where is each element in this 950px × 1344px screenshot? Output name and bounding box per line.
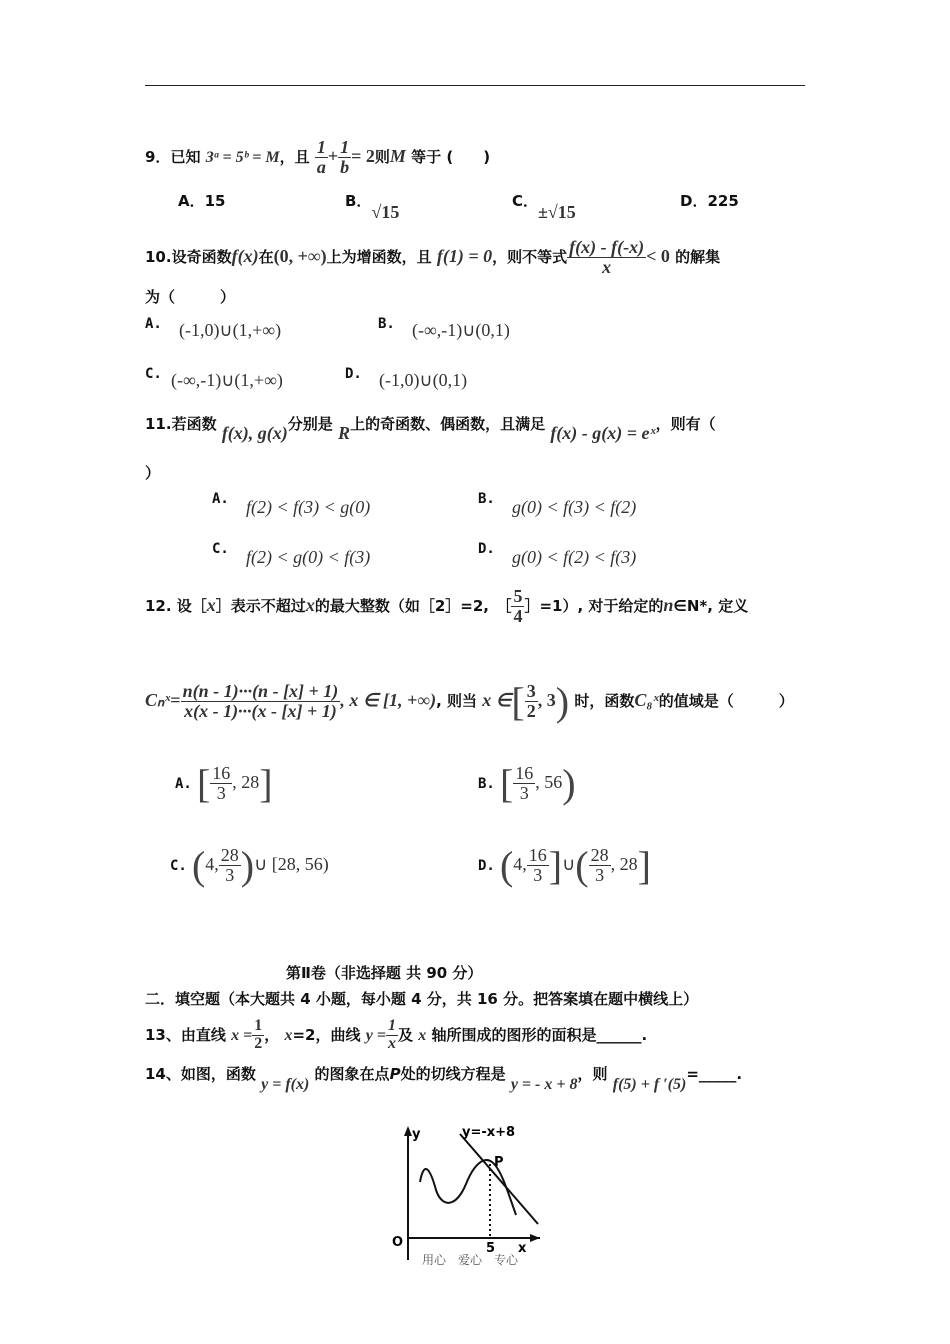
fraction-numerator: 28 <box>590 845 609 866</box>
option-value: ∪ <box>562 854 576 874</box>
q11-line-1 <box>145 413 716 443</box>
q12-option-b[interactable]: B. [ $\frac{16}{3}$ , 56) <box>478 761 576 806</box>
fraction-denominator: 2 <box>254 1034 263 1052</box>
text: , 则当 <box>436 692 477 710</box>
text: 在 <box>258 247 274 266</box>
option-label: C． <box>512 192 539 210</box>
text: ， <box>264 1025 280 1044</box>
q10-line-2 <box>145 286 235 307</box>
text: 时，函数 <box>574 692 635 710</box>
text: ，则 <box>577 1065 608 1083</box>
option-value: , 56 <box>535 772 563 792</box>
math: x <box>206 594 216 615</box>
q10-option-a[interactable] <box>145 312 282 340</box>
text: =_____. <box>686 1065 743 1083</box>
text: 处的切线方程是 <box>400 1065 506 1083</box>
fraction-denominator: b <box>340 156 350 177</box>
q11-option-b[interactable] <box>478 487 637 517</box>
q12-option-c[interactable]: C. (4, $\frac{28}{3}$ )∪ [28, 56) <box>170 843 329 888</box>
math: f(5) + f ′(5) <box>612 1076 687 1093</box>
q10-number: 10.设奇函数 <box>145 247 232 266</box>
option-label: D．225 <box>680 192 739 210</box>
q13-line <box>145 1018 647 1053</box>
math: y = f(x) <box>261 1076 310 1093</box>
text: ］=1）, 对于给定的 <box>524 596 664 615</box>
math: x ∈ <box>482 690 512 710</box>
q9-fraction-1 <box>315 138 328 177</box>
option-fraction <box>219 846 241 885</box>
option-label: A. <box>212 491 229 507</box>
fraction-numerator: f(x) - f(-x) <box>569 237 645 257</box>
q11-option-c[interactable] <box>212 537 371 567</box>
tangent-label: y=-x+8 <box>462 1125 516 1140</box>
q9-number: 9． <box>145 147 171 166</box>
option-value: g(0) < f(3) < f(2) <box>511 497 637 517</box>
text: ，则有（ <box>655 415 716 433</box>
q10-option-d[interactable] <box>345 362 468 390</box>
q14-line <box>145 1063 743 1093</box>
q14-number: 14、如图，函数 <box>145 1065 256 1083</box>
q13-fraction-2 <box>386 1018 398 1053</box>
fraction-numerator: 5 <box>513 586 523 606</box>
fraction-numerator: n(n - 1)···(n - [x] + 1) <box>182 681 339 702</box>
text: ∈N*, 定义 <box>673 596 749 615</box>
option-label: C. <box>170 858 187 874</box>
option-value: 4, <box>205 854 219 874</box>
q14-figure <box>380 1120 550 1270</box>
q12-line-1 <box>145 587 748 626</box>
q10-option-b[interactable] <box>378 312 510 340</box>
q9-option-b[interactable] <box>345 190 400 222</box>
fraction-denominator: 3 <box>216 783 226 803</box>
q10-fraction <box>567 238 646 277</box>
fraction-numerator: 16 <box>528 845 547 866</box>
plus-sign: + <box>327 145 339 166</box>
q12-option-d[interactable]: D. (4, $\frac{16}{3}$ ]∪( $\frac{28}{3}$ , 28] <box>478 843 651 888</box>
x-axis-arrow-icon <box>530 1234 540 1242</box>
fraction-numerator: 1 <box>340 137 350 157</box>
math: C₈ˣ <box>634 690 659 710</box>
q11-option-d[interactable] <box>478 537 637 567</box>
q12-fraction <box>511 587 524 626</box>
option-label: D. <box>345 366 362 382</box>
fraction-numerator: 28 <box>220 845 239 866</box>
q9-text: 则 <box>374 147 390 166</box>
option-label: D. <box>478 858 495 874</box>
option-value: (-1,0)∪(1,+∞) <box>178 320 282 340</box>
fraction-denominator: 3 <box>225 865 235 885</box>
math: x <box>418 1026 427 1044</box>
section-heading: 二．填空题（本大题共 4 小题，每小题 4 分，共 16 分。把答案填在题中横线上） <box>145 990 699 1008</box>
text: 上的奇函数、偶函数，且满足 <box>350 415 546 433</box>
option-label: B. <box>478 776 495 792</box>
option-value: (-∞,-1)∪(0,1) <box>411 320 510 340</box>
text: 的图象在点 <box>314 1065 390 1083</box>
top-rule <box>145 85 805 86</box>
math: , x ∈ [1, +∞) <box>340 690 437 710</box>
option-fraction <box>210 764 232 803</box>
option-value: (-∞,-1)∪(1,+∞) <box>170 370 283 390</box>
fraction-numerator: 1 <box>254 1017 263 1034</box>
option-value: g(0) < f(2) < f(3) <box>511 547 637 567</box>
q12-range-fraction <box>525 682 538 721</box>
fraction-denominator: 3 <box>595 865 605 885</box>
fraction-denominator: 4 <box>513 605 523 626</box>
q10-line-1 <box>145 238 720 277</box>
option-fraction <box>527 846 549 885</box>
q9-expression: 3ᵃ = 5ᵇ = M <box>205 148 280 166</box>
option-fraction <box>589 846 611 885</box>
option-label: A．15 <box>178 192 226 210</box>
option-fraction <box>513 764 535 803</box>
q9-fraction-2 <box>338 138 351 177</box>
math: , 3 <box>537 690 556 710</box>
q12-option-a[interactable]: A. [ $\frac{16}{3}$ , 28] <box>175 761 273 806</box>
q9-option-c[interactable] <box>512 190 576 222</box>
text: 的值域是（ ） <box>658 692 794 710</box>
option-value: (-1,0)∪(0,1) <box>378 370 468 390</box>
origin-label: O <box>392 1235 404 1250</box>
fraction-denominator: x(x - 1)···(x - [x] + 1) <box>184 701 337 721</box>
math: f(x) <box>231 245 259 266</box>
q12-number: 12. 设［ <box>145 596 207 615</box>
text: 的解集 <box>675 247 721 266</box>
option-label: B. <box>378 316 395 332</box>
text: ） <box>145 464 161 482</box>
q10-option-c[interactable] <box>145 362 283 390</box>
option-value: f(2) < f(3) < g(0) <box>245 497 371 517</box>
option-label: C. <box>145 366 162 382</box>
text: 及 <box>397 1025 413 1044</box>
fraction-denominator: a <box>316 156 326 177</box>
text: ］表示不超过 <box>215 596 306 615</box>
q9-equals: = 2 <box>351 145 375 166</box>
text: ，则不等式 <box>492 247 568 266</box>
y-axis-arrow-icon <box>404 1126 412 1136</box>
math: P <box>389 1065 401 1083</box>
section-title: 第Ⅱ卷（非选择题 共 90 分） <box>286 964 483 982</box>
text: 为（ ） <box>145 288 236 306</box>
watermark: 用心 爱心 专心 <box>422 1253 519 1267</box>
tangent-line <box>460 1134 538 1224</box>
option-label: B. <box>478 491 495 507</box>
q11-option-a[interactable] <box>212 487 371 517</box>
q9-option-d[interactable] <box>680 190 739 211</box>
fraction-denominator: 3 <box>519 783 529 803</box>
math: y = - x + 8 <box>510 1076 578 1093</box>
q11-number: 11.若函数 <box>145 415 217 433</box>
text: 分别是 <box>287 415 333 433</box>
math: n <box>663 594 674 615</box>
fraction-denominator: x <box>387 1034 396 1052</box>
q13-number: 13、由直线 <box>145 1025 226 1044</box>
q9-M: M <box>389 145 406 166</box>
fraction-numerator: 16 <box>515 763 534 784</box>
q9-line <box>145 138 490 177</box>
x-axis-label: x <box>518 1241 527 1256</box>
q12-line-2: Cₙˣ= $\frac{n(n - 1)\cdot\cdot\cdot(n - [x] + 1)}{x(x - 1)\cdot\cdot\cdot(x - [x] + 1)}$ , x ∈ [1, +∞), 则当 x ∈[ $\frac{3}{2}$ , 3) 时，函数C₈ˣ的值域是（ ） <box>145 679 794 724</box>
x-tick-label: 5 <box>486 1241 496 1256</box>
option-value: ±√15 <box>538 202 576 222</box>
math: f(x) - g(x) = eˣ <box>550 423 656 443</box>
text: =2，曲线 <box>292 1025 361 1044</box>
y-axis-label: y <box>412 1127 421 1142</box>
point-label: P <box>494 1155 504 1170</box>
option-value: f(2) < g(0) < f(3) <box>245 547 371 567</box>
fraction-numerator: 1 <box>387 1017 396 1034</box>
text: 的最大整数（如［2］=2, ［ <box>314 596 512 615</box>
combination-symbol: Cₙˣ <box>145 690 171 710</box>
q9-option-a[interactable] <box>178 190 225 211</box>
fraction-numerator: 3 <box>526 681 536 702</box>
math: x = <box>231 1026 253 1044</box>
q11-line-2 <box>145 462 160 483</box>
fraction-denominator: 2 <box>526 701 536 721</box>
math: x <box>284 1026 293 1044</box>
math: f(1) = 0 <box>436 245 493 266</box>
fraction-numerator: 16 <box>212 763 231 784</box>
option-value: , 28 <box>232 772 260 792</box>
math: f(x), g(x) <box>221 423 288 443</box>
text: 上为增函数，且 <box>326 247 432 266</box>
math: (0, +∞) <box>273 245 327 266</box>
option-label: A. <box>175 776 192 792</box>
option-label: A. <box>145 316 162 332</box>
q9-text: 等于 ( ) <box>411 147 491 166</box>
text: 轴所围成的图形的面积是______. <box>431 1025 648 1044</box>
q9-text: 已知 <box>170 147 201 166</box>
option-label: D. <box>478 541 495 557</box>
math: x <box>305 594 315 615</box>
option-value: ∪ [28, 56) <box>254 854 329 874</box>
fraction-numerator: 1 <box>316 137 326 157</box>
option-value: √15 <box>371 202 400 222</box>
option-value: 4, <box>513 854 527 874</box>
q13-fraction-1 <box>252 1018 264 1053</box>
option-label: B． <box>345 192 372 210</box>
fraction-denominator: 3 <box>533 865 543 885</box>
option-label: C. <box>212 541 229 557</box>
option-value: , 28 <box>610 854 638 874</box>
q9-text: ，且 <box>279 147 310 166</box>
math: y = <box>365 1026 386 1044</box>
math: < 0 <box>646 245 670 266</box>
math: R <box>338 423 351 443</box>
fraction-denominator: x <box>602 256 612 277</box>
q12-definition-fraction <box>181 682 341 721</box>
